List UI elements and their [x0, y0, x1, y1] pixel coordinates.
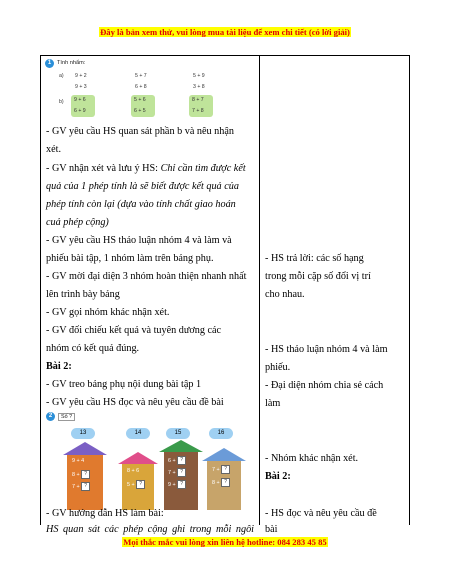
answer-box[interactable]: ? [177, 480, 186, 489]
sum-row: 6 + ? [168, 456, 186, 465]
lesson-table [40, 55, 410, 535]
exercise-1-image [45, 59, 225, 121]
sum-row: 8 + ? [72, 470, 90, 479]
text-line: - GV gọi nhóm khác nhận xét. [46, 307, 170, 318]
target-badge: 13 [71, 428, 95, 439]
sum-row: 8 + 6 [127, 468, 140, 474]
exercise-2-title: Số ? [58, 413, 75, 421]
calc-cell: 9 + 3 [75, 84, 87, 90]
roof [202, 448, 246, 461]
part-b-label: b) [59, 99, 64, 105]
answer-box[interactable]: ? [81, 470, 90, 479]
preview-notice-text: Đây là bản xem thử, vui lòng mua tài liệu để xem chi tiết (có lời giải) [100, 27, 350, 37]
preview-notice [0, 27, 450, 37]
text-line: HS quan sát các phép cộng ghi trong mỗi ngôi [46, 524, 254, 535]
text-line: - HS trả lời: các số hạng [265, 253, 364, 264]
sum-row: 9 + ? [168, 480, 186, 489]
target-badge: 16 [209, 428, 233, 439]
calc-cell: 6 + 9 [74, 108, 86, 114]
text-line: - GV đối chiếu kết quả và tuyên dương các [46, 325, 222, 336]
text-run: - GV nhận xét và lưu ý HS: [46, 163, 161, 174]
calc-cell: 9 + 6 [74, 97, 86, 103]
text-run-italic: Chỉ cần tìm được kết [160, 163, 246, 174]
sum-row: 8 + ? [212, 478, 230, 487]
text-line: bài [265, 524, 278, 535]
answer-box[interactable]: ? [221, 465, 230, 474]
text-line: - GV yêu cầu HS thảo luận nhóm 4 và làm và [46, 235, 232, 246]
text-line: - Nhóm khác nhận xét. [265, 453, 359, 464]
target-badge: 15 [166, 428, 190, 439]
calc-cell: 7 + 8 [192, 108, 204, 114]
teacher-column [41, 56, 259, 535]
section-heading: Bài 2: [46, 361, 72, 372]
exercise-1-badge: 1 [45, 59, 54, 68]
text-line: - GV yêu cầu HS quan sát phần b và nêu nhận [46, 126, 234, 137]
exercise-1-title: Tính nhẩm: [57, 60, 86, 66]
text-line: nhóm có kết quả đúng. [46, 343, 140, 354]
sum-row: 5 + ? [127, 480, 145, 489]
text-line: trong mỗi cặp số đổi vị trí [265, 271, 371, 282]
hotline-notice [0, 537, 450, 547]
roof [118, 452, 158, 464]
calc-cell: 9 + 2 [75, 73, 87, 79]
text-line: - Đại diện nhóm chia sẻ cách [265, 380, 384, 391]
calc-cell: 6 + 5 [134, 108, 146, 114]
roof [63, 442, 107, 455]
calc-cell: 6 + 8 [135, 84, 147, 90]
roof [159, 440, 203, 452]
text-line: xét. [46, 144, 61, 155]
calc-cell: 5 + 9 [193, 73, 205, 79]
text-line: - HS thảo luận nhóm 4 và làm [265, 344, 388, 355]
part-a-label: a) [59, 73, 64, 79]
calc-cell: 5 + 7 [135, 73, 147, 79]
student-column [260, 56, 410, 535]
sum-row: 7 + ? [212, 465, 230, 474]
sum-row: 7 + ? [72, 482, 90, 491]
exercise-2-badge: 2 [46, 412, 55, 421]
text-line: - GV hướng dẫn HS làm bài: [46, 508, 164, 519]
answer-box[interactable]: ? [221, 478, 230, 487]
text-line: cuả phép cộng) [46, 217, 109, 228]
text-line: cho nhau. [265, 289, 305, 300]
text-line: - GV mời đại diện 3 nhóm hoàn thiện nhanh nhất [46, 271, 247, 282]
target-badge: 14 [126, 428, 150, 439]
text-line: quả của 1 phép tính là sẽ biết được kết quả của [46, 181, 239, 192]
sum-row: 7 + ? [168, 468, 186, 477]
calc-cell: 8 + 7 [192, 97, 204, 103]
text-line: làm [265, 398, 281, 409]
answer-box[interactable]: ? [81, 482, 90, 491]
text-line [46, 162, 246, 175]
text-line: lên trình bày bảng [46, 289, 120, 300]
text-line: - GV yêu cầu HS đọc và nêu yêu cầu đề bài [46, 397, 224, 408]
sum-row: 9 + 4 [72, 458, 85, 464]
text-line: - GV treo bảng phụ nội dung bài tập 1 [46, 379, 202, 390]
exercise-2-image [46, 412, 251, 512]
text-line: phiếu bài tập, 1 nhóm làm trên bảng phụ. [46, 253, 214, 264]
hotline-notice-text: Mọi thắc mắc vui lòng xin liên hệ hotline: 084 283 45 85 [123, 537, 327, 547]
section-heading: Bài 2: [265, 471, 291, 482]
answer-box[interactable]: ? [136, 480, 145, 489]
answer-box[interactable]: ? [177, 468, 186, 477]
text-line: - HS đọc và nêu yêu cầu đề [265, 508, 377, 519]
text-line: phiếu. [265, 362, 291, 373]
calc-cell: 5 + 6 [134, 97, 146, 103]
calc-cell: 3 + 8 [193, 84, 205, 90]
text-line: phép tính còn lại (dựa vào tính chất giao hoán [46, 199, 236, 210]
answer-box[interactable]: ? [177, 456, 186, 465]
